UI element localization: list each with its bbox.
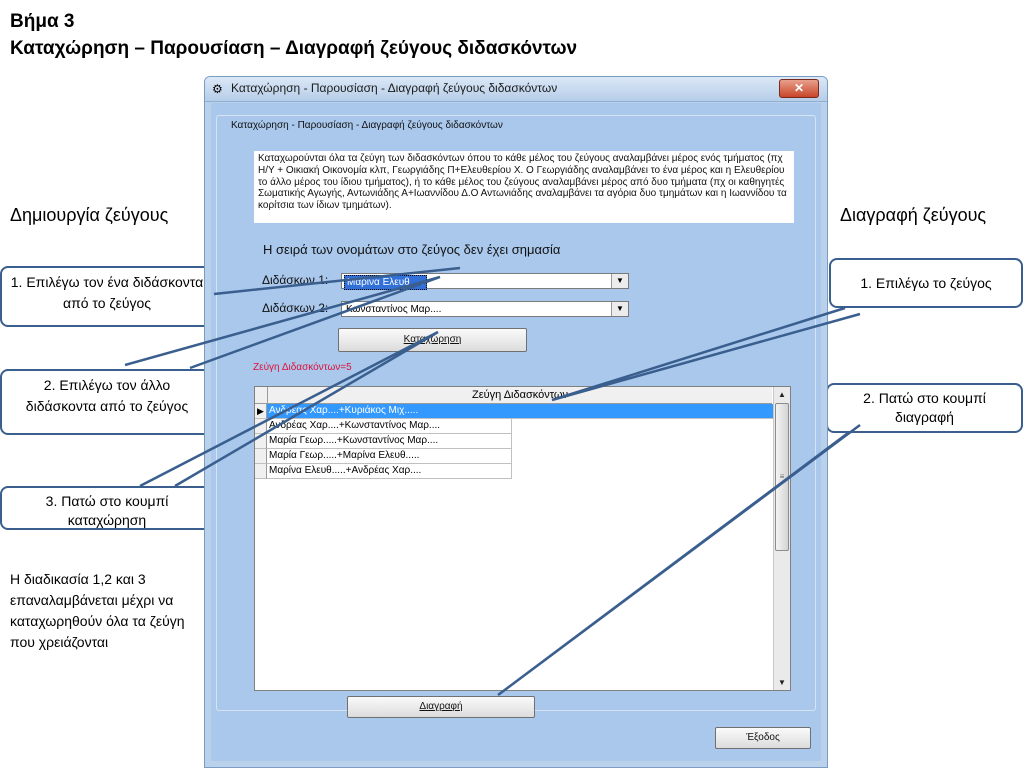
pair-cell[interactable]: Ανδρέας Χαρ....+Κυριάκος Μιχ..... — [267, 404, 784, 419]
order-note: Η σειρά των ονομάτων στο ζεύγος δεν έχει σημασία — [263, 242, 561, 257]
callout-select-pair: 1. Επιλέγω το ζεύγος — [829, 258, 1023, 308]
slide-title — [10, 8, 577, 62]
teacher1-label: Διδάσκων 1: — [262, 273, 329, 287]
teacher1-value: Μαρίνα Ελευθ..... — [344, 275, 427, 290]
row-pointer-icon: ▶ — [255, 404, 267, 419]
pair-cell[interactable]: Μαρία Γεωρ.....+Μαρίνα Ελευθ..... — [267, 449, 512, 464]
callout-press-delete: 2. Πατώ στο κουμπί διαγραφή — [826, 383, 1023, 433]
slide-title-subtitle: Καταχώρηση – Παρουσίαση – Διαγραφή ζεύγους διδασκόντων — [10, 38, 578, 59]
pairs-count: Ζεύγη Διδασκόντων=5 — [253, 362, 352, 373]
scroll-thumb[interactable]: ≡ — [775, 403, 789, 551]
groupbox-title: Καταχώρηση - Παρουσίαση - Διαγραφή ζεύγους διδασκόντων — [231, 120, 503, 131]
callout-press-save: 3. Πατώ στο κουμπί καταχώρηση — [0, 486, 214, 530]
table-row[interactable] — [255, 464, 772, 479]
window-title: Καταχώρηση - Παρουσίαση - Διαγραφή ζεύγους διδασκόντων — [231, 81, 558, 95]
grid-header[interactable]: Ζεύγη Διδασκόντων — [267, 387, 772, 404]
callout-select-teacher-2: 2. Επιλέγω τον άλλο διδάσκοντα από το ζεύγος — [0, 369, 214, 435]
chevron-down-icon[interactable]: ▼ — [611, 302, 628, 316]
row-header — [255, 419, 267, 434]
app-window — [204, 76, 828, 768]
exit-button-label: Έξοδος — [746, 732, 780, 743]
teacher2-combobox[interactable] — [341, 301, 629, 317]
chevron-down-icon[interactable]: ▼ — [611, 274, 628, 288]
save-button[interactable] — [338, 328, 527, 352]
scroll-up-icon[interactable]: ▲ — [778, 390, 786, 399]
grid-scrollbar[interactable] — [773, 387, 790, 690]
close-icon: ✕ — [793, 81, 805, 95]
description-text: Καταχωρούνται όλα τα ζεύγη των διδασκόντων όπου το κάθε μέλος του ζεύγους αναλαμβάνει μέρος ενός τμήματος (πχ Η/Υ + Οικιακή Οικονομία κλπ, Γεωργιάδης Π+Ελευθερίου Χ. Ο Γεωργιάδης αναλαμβάνει το ένα μέρος και η Ελευθερίου το άλλο μέρος του ίδιου τμήματος), ή το κάθε μέλος του ζεύγους αναλαμβάνει μέρος από δυο τμήματα (πχ οι καθηγητές Σωματικής Αγωγής, Αντωνιάδης Α+Ιωαννίδου Δ.Ο Αντωνιάδης αναλαμβάνει τα αγόρια δυο τμημάτων και η Ιωαννίδου τα κορίτσια των ίδιων τμημάτων). — [254, 151, 794, 223]
teacher2-label: Διδάσκων 2: — [262, 301, 329, 315]
slide-title-step: Βήμα 3 — [10, 11, 75, 32]
delete-button-label: Διαγραφή — [419, 701, 463, 712]
window-titlebar[interactable] — [205, 77, 827, 102]
app-icon: ⚙ — [212, 82, 223, 96]
right-heading: Διαγραφή ζεύγους — [840, 205, 987, 225]
pair-cell[interactable]: Μαρία Γεωρ.....+Κωνσταντίνος Μαρ.... — [267, 434, 512, 449]
close-button[interactable] — [779, 79, 819, 98]
teacher2-value: Κωνσταντίνος Μαρ.... — [346, 304, 442, 315]
row-header — [255, 449, 267, 464]
table-row[interactable] — [255, 404, 772, 419]
pair-cell[interactable]: Ανδρέας Χαρ....+Κωνσταντίνος Μαρ.... — [267, 419, 512, 434]
save-button-label: Καταχώρηση — [403, 334, 462, 345]
pairs-groupbox — [216, 115, 816, 711]
table-row[interactable] — [255, 419, 772, 434]
left-heading: Δημιουργία ζεύγους — [10, 205, 169, 225]
delete-button[interactable] — [347, 696, 535, 718]
exit-button[interactable] — [715, 727, 811, 749]
row-header — [255, 434, 267, 449]
pairs-grid[interactable] — [254, 386, 791, 691]
scroll-down-icon[interactable]: ▼ — [778, 678, 786, 687]
grid-corner — [255, 387, 267, 404]
pair-cell[interactable]: Μαρίνα Ελευθ.....+Ανδρέας Χαρ.... — [267, 464, 512, 479]
callout-select-teacher-1: 1. Επιλέγω τον ένα διδάσκοντα από το ζεύγος — [0, 266, 214, 327]
row-header — [255, 464, 267, 479]
table-row[interactable] — [255, 449, 772, 464]
window-client — [211, 103, 821, 761]
table-row[interactable] — [255, 434, 772, 449]
repeat-note: Η διαδικασία 1,2 και 3 επαναλαμβάνεται μέχρι να καταχωρηθούν όλα τα ζεύγη που χρειάζονται — [10, 571, 185, 650]
teacher1-combobox[interactable] — [341, 273, 629, 289]
